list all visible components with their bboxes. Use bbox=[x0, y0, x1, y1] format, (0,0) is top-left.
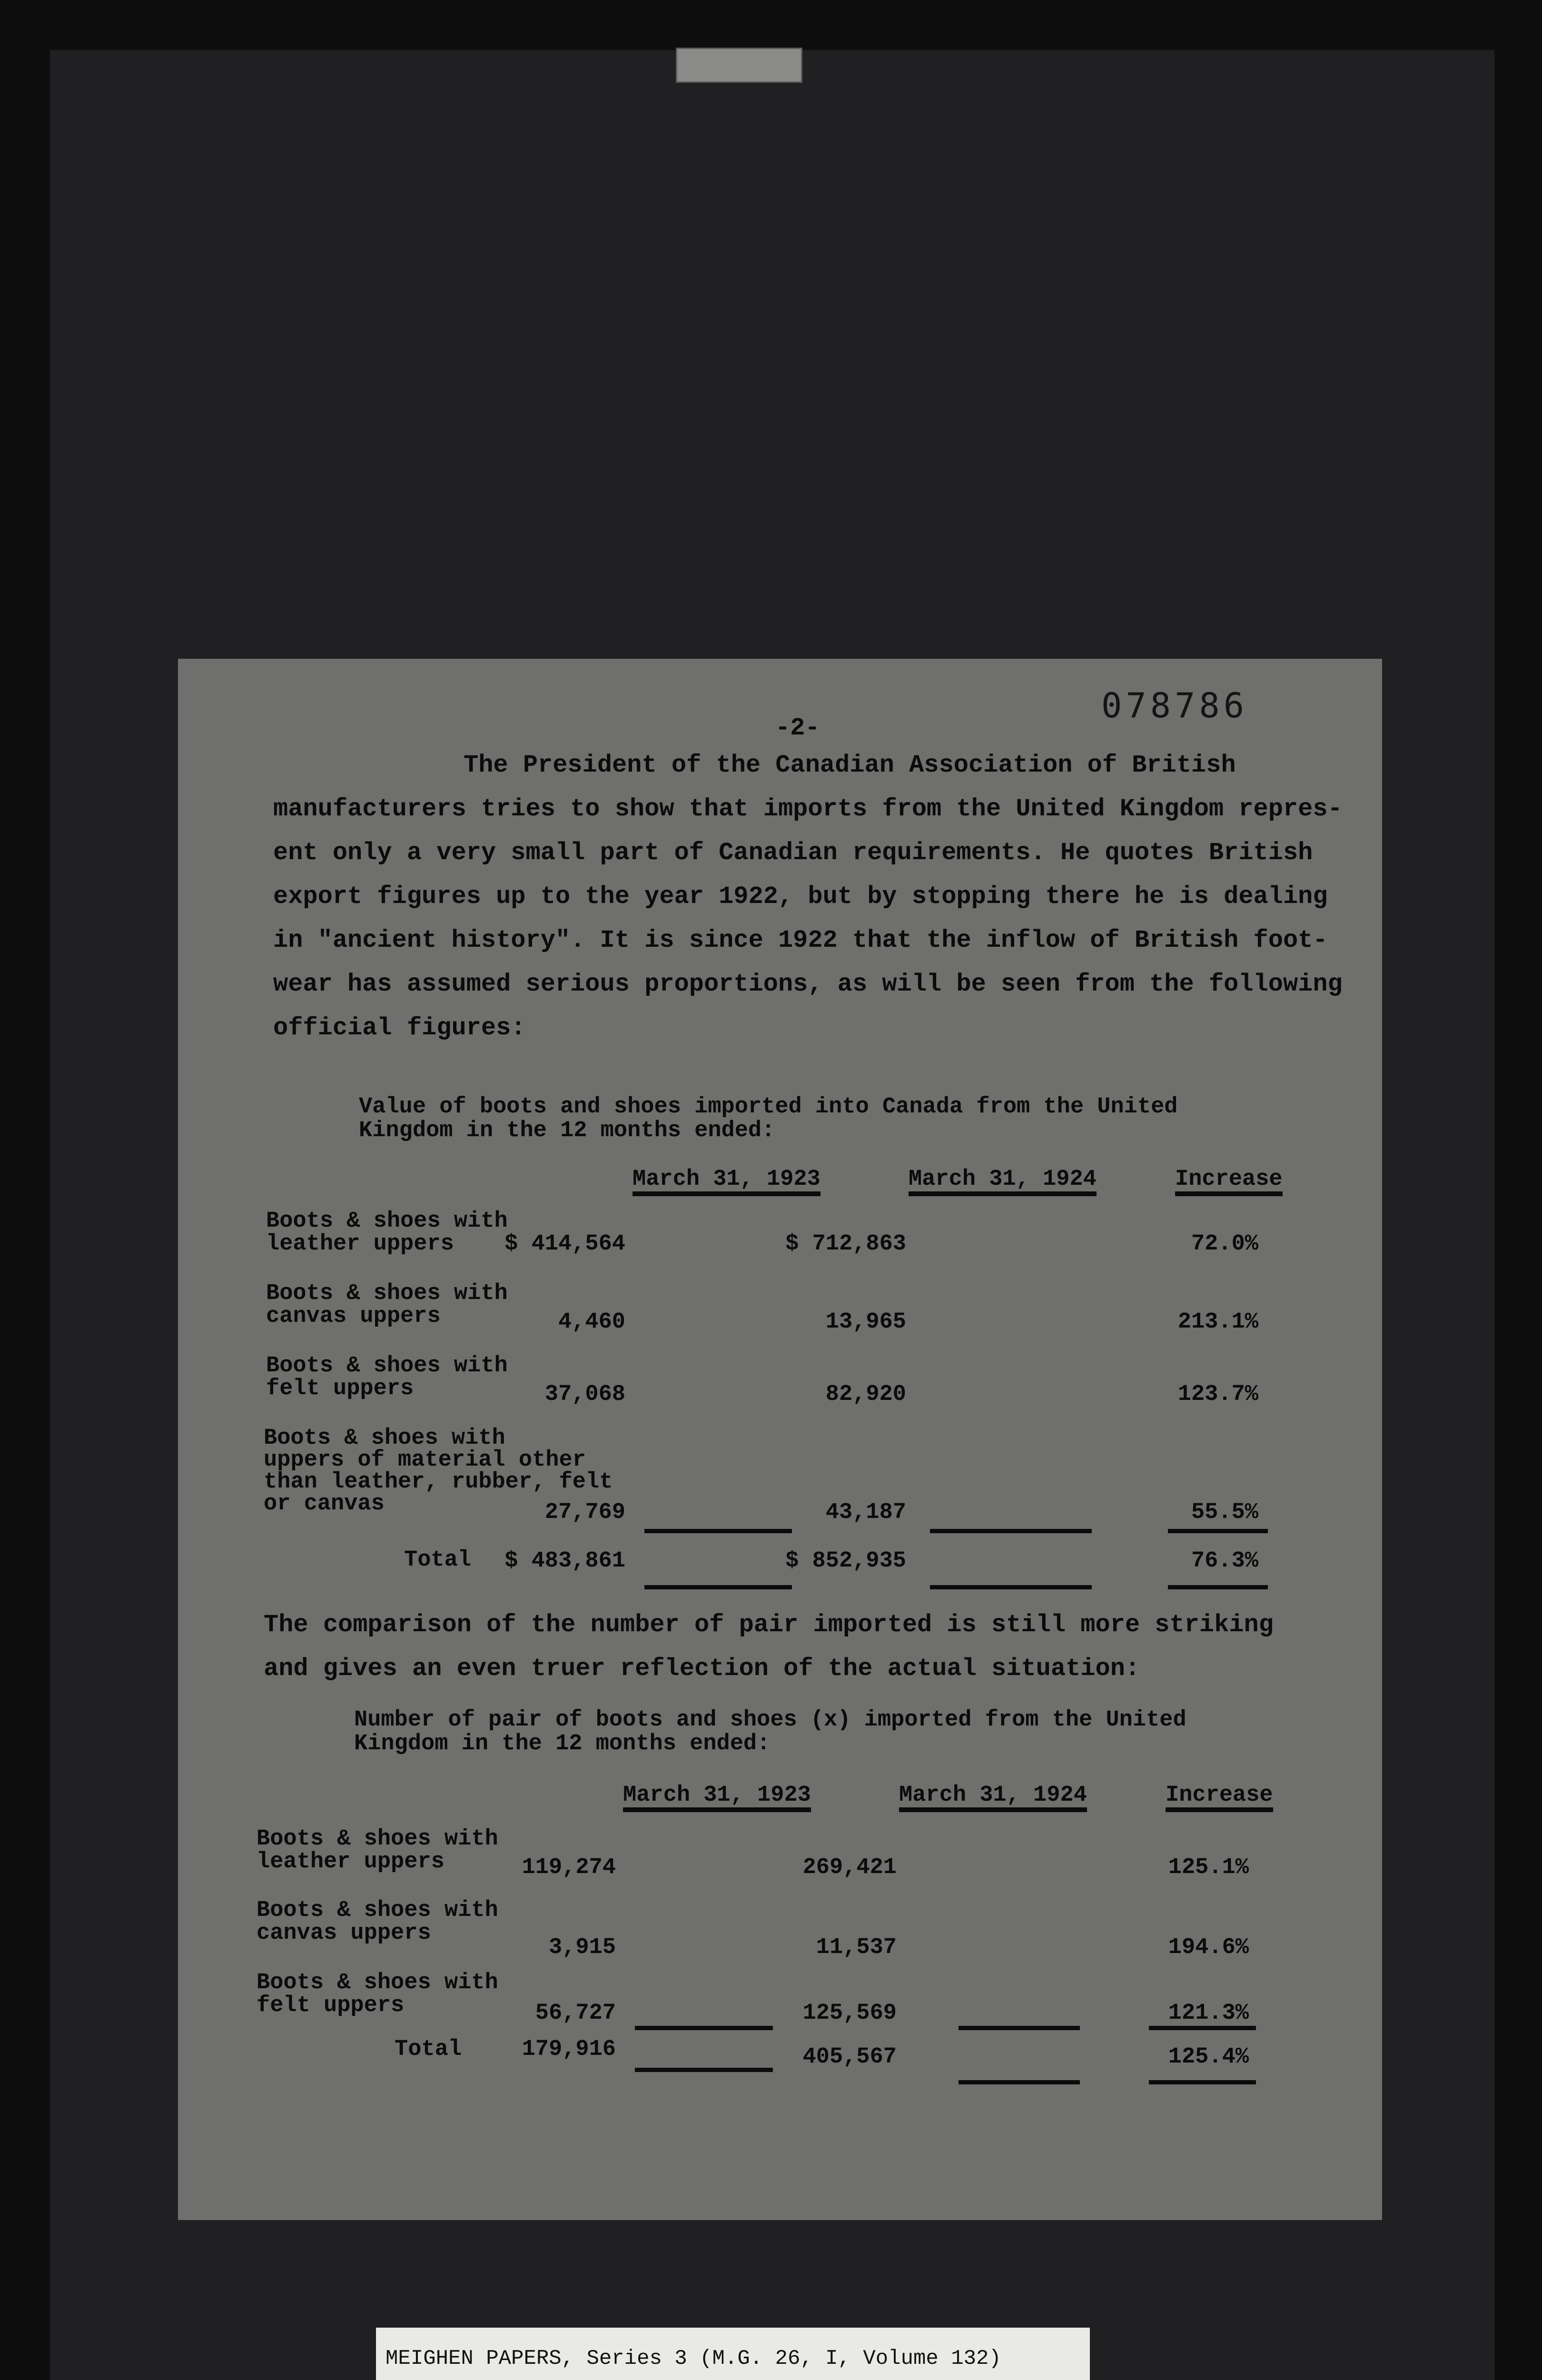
cell-value: 11,537 bbox=[816, 1935, 897, 1960]
intro-line: The President of the Canadian Association of British bbox=[464, 751, 1236, 779]
intro-line: in "ancient history". It is since 1922 that the inflow of British foot- bbox=[273, 926, 1328, 954]
cell-value: 56,727 bbox=[535, 2001, 616, 2026]
column-header: Increase bbox=[1175, 1168, 1283, 1196]
sum-rule bbox=[1168, 1529, 1268, 1533]
total-rule bbox=[1149, 2080, 1256, 2084]
total-value: 179,916 bbox=[522, 2037, 616, 2062]
cell-value: $ 414,564 bbox=[504, 1231, 625, 1257]
column-header: March 31, 1923 bbox=[623, 1784, 811, 1812]
cell-value: 125,569 bbox=[802, 2001, 897, 2026]
cell-value: 269,421 bbox=[802, 1855, 897, 1880]
middle-line: The comparison of the number of pair imported is still more striking bbox=[264, 1611, 1274, 1639]
intro-line: manufacturers tries to show that imports from the United Kingdom repres- bbox=[273, 795, 1343, 823]
cell-increase: 55.5% bbox=[1191, 1500, 1258, 1525]
total-value: $ 483,861 bbox=[504, 1548, 625, 1574]
cell-increase: 72.0% bbox=[1191, 1231, 1258, 1257]
total-increase: 76.3% bbox=[1191, 1548, 1258, 1574]
sum-rule bbox=[930, 1529, 1092, 1533]
cell-value: 43,187 bbox=[825, 1500, 906, 1525]
cell-value: 3,915 bbox=[548, 1935, 616, 1960]
sum-rule bbox=[635, 2026, 773, 2030]
total-value: $ 852,935 bbox=[785, 1548, 906, 1574]
table-caption: Number of pair of boots and shoes (x) imported from the United bbox=[354, 1707, 1186, 1733]
row-label: canvas uppers bbox=[257, 1921, 431, 1946]
cell-value: $ 712,863 bbox=[785, 1231, 906, 1257]
row-label: than leather, rubber, felt bbox=[264, 1469, 613, 1495]
total-rule bbox=[930, 1585, 1092, 1589]
row-label: uppers of material other bbox=[264, 1448, 586, 1473]
total-value: 405,567 bbox=[802, 2044, 897, 2070]
cell-value: 119,274 bbox=[522, 1855, 616, 1880]
total-rule bbox=[635, 2068, 773, 2072]
intro-line: export figures up to the year 1922, but by stopping there he is dealing bbox=[273, 883, 1328, 911]
row-label: Boots & shoes with bbox=[266, 1353, 508, 1378]
row-label: Boots & shoes with bbox=[266, 1209, 508, 1234]
row-label: leather uppers bbox=[257, 1849, 445, 1874]
row-label: felt uppers bbox=[266, 1376, 414, 1401]
intro-line: official figures: bbox=[273, 1014, 526, 1042]
row-label: leather uppers bbox=[266, 1231, 454, 1257]
row-label: Boots & shoes with bbox=[257, 1898, 498, 1923]
column-header: March 31, 1924 bbox=[899, 1784, 1087, 1812]
cell-increase: 123.7% bbox=[1177, 1382, 1258, 1407]
cell-increase: 125.1% bbox=[1168, 1855, 1249, 1880]
column-header: March 31, 1924 bbox=[909, 1168, 1097, 1196]
archive-stamp-number: 078786 bbox=[1101, 685, 1248, 725]
row-label: felt uppers bbox=[257, 1993, 405, 2018]
row-label: canvas uppers bbox=[266, 1304, 441, 1329]
middle-line: and gives an even truer reflection of the actual situation: bbox=[264, 1655, 1140, 1683]
total-rule bbox=[1168, 1585, 1268, 1589]
row-label: Boots & shoes with bbox=[264, 1426, 505, 1451]
total-increase: 125.4% bbox=[1168, 2044, 1249, 2070]
page-number: -2- bbox=[775, 714, 820, 742]
cell-value: 82,920 bbox=[825, 1382, 906, 1407]
cell-value: 4,460 bbox=[558, 1309, 625, 1335]
sum-rule bbox=[644, 1529, 792, 1533]
sum-rule bbox=[1149, 2026, 1256, 2030]
table-caption: Value of boots and shoes imported into Canada from the United bbox=[359, 1094, 1178, 1120]
sum-rule bbox=[959, 2026, 1080, 2030]
total-label: Total bbox=[395, 2037, 462, 2062]
intro-line: wear has assumed serious proportions, as will be seen from the following bbox=[273, 970, 1343, 998]
reference-label: MEIGHEN PAPERS, Series 3 (M.G. 26, I, Volume 132) bbox=[376, 2328, 1090, 2380]
column-header: March 31, 1923 bbox=[633, 1168, 820, 1196]
column-header: Increase bbox=[1166, 1784, 1273, 1812]
row-label: or canvas bbox=[264, 1491, 385, 1517]
intro-line: ent only a very small part of Canadian requirements. He quotes British bbox=[273, 839, 1313, 867]
total-rule bbox=[959, 2080, 1080, 2084]
cell-increase: 194.6% bbox=[1168, 1935, 1249, 1960]
document-page bbox=[178, 659, 1382, 2220]
cell-value: 37,068 bbox=[544, 1382, 625, 1407]
table-caption: Kingdom in the 12 months ended: bbox=[359, 1118, 775, 1143]
row-label: Boots & shoes with bbox=[266, 1281, 508, 1306]
cell-value: 13,965 bbox=[825, 1309, 906, 1335]
row-label: Boots & shoes with bbox=[257, 1970, 498, 1995]
cell-increase: 213.1% bbox=[1177, 1309, 1258, 1335]
cell-increase: 121.3% bbox=[1168, 2001, 1249, 2026]
total-label: Total bbox=[404, 1547, 472, 1573]
row-label: Boots & shoes with bbox=[257, 1826, 498, 1852]
total-rule bbox=[644, 1585, 792, 1589]
cell-value: 27,769 bbox=[544, 1500, 625, 1525]
table-caption: Kingdom in the 12 months ended: bbox=[354, 1731, 771, 1756]
film-clip bbox=[676, 48, 802, 83]
